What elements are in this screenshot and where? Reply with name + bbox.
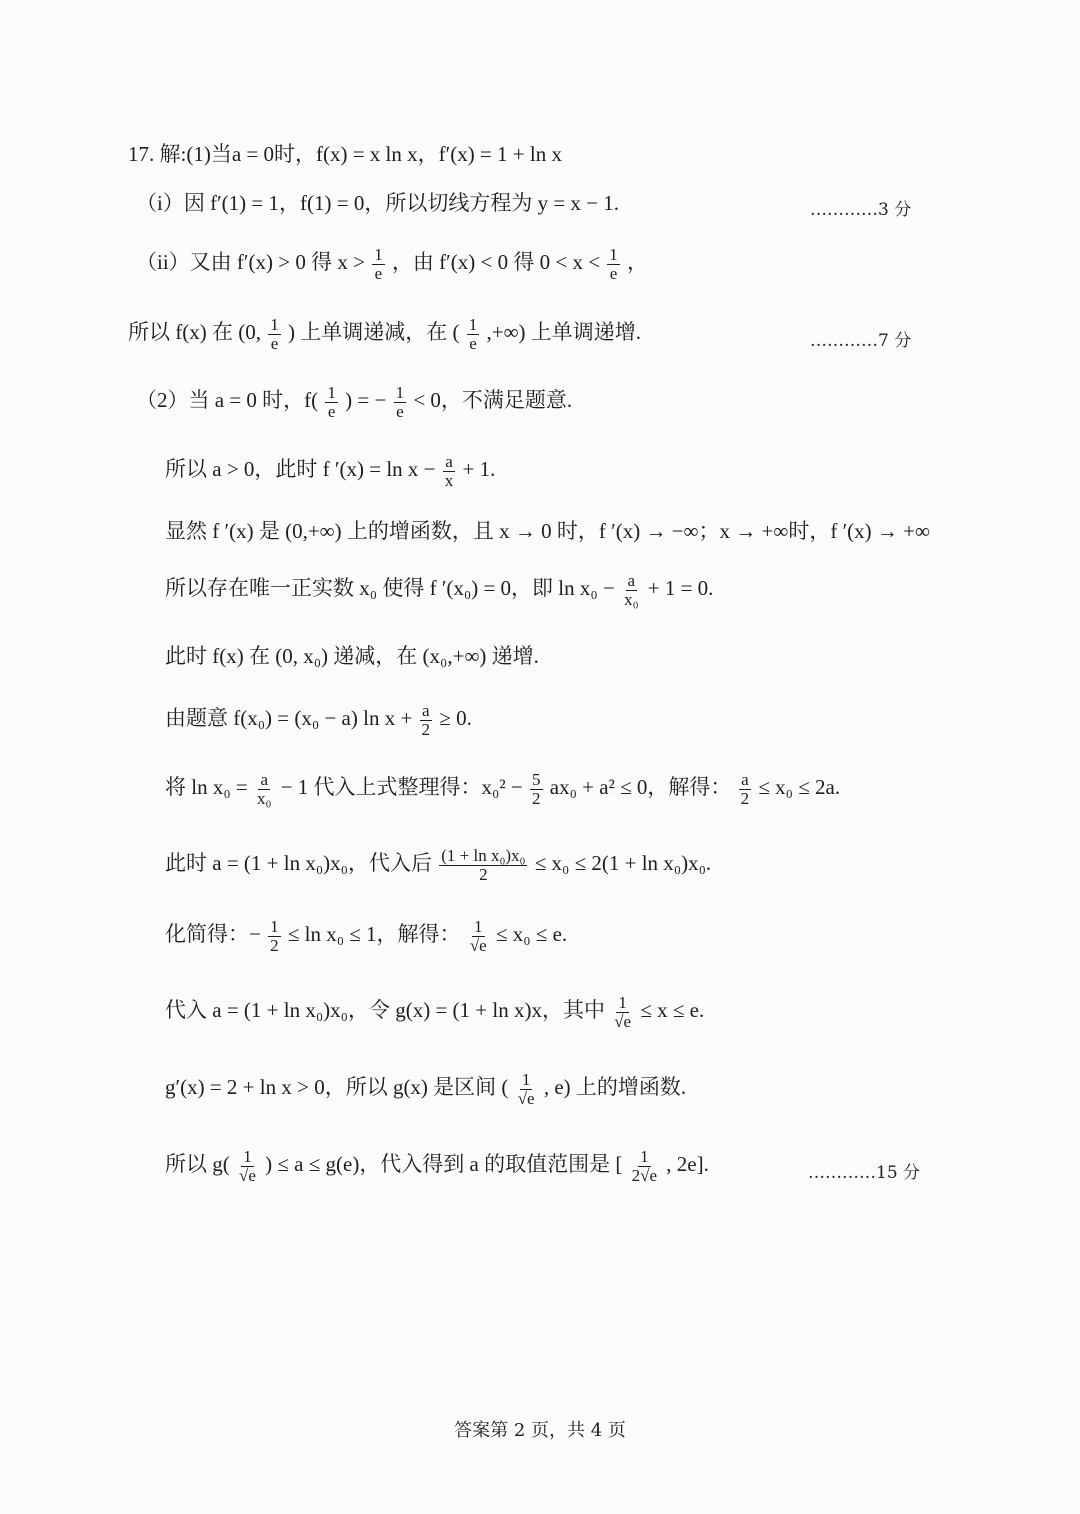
text-segment: − 1 代入上式整理得：x₀² − bbox=[280, 775, 523, 800]
denominator: 2√e bbox=[631, 1165, 658, 1185]
fraction bbox=[237, 1148, 258, 1185]
fraction bbox=[630, 1148, 659, 1185]
text-segment: g′(x) = 2 + ln x > 0，所以 g(x) 是区间 ( bbox=[165, 1075, 509, 1100]
denominator: x bbox=[444, 470, 454, 490]
substitution-step bbox=[165, 771, 840, 808]
fraction bbox=[516, 1071, 537, 1108]
text-segment: ) = − bbox=[345, 388, 387, 413]
text-segment: ≤ ln x₀ ≤ 1，解得： bbox=[287, 922, 461, 947]
numerator: 1 bbox=[243, 1147, 252, 1166]
numerator: a bbox=[741, 770, 749, 789]
denominator: 2 bbox=[270, 935, 279, 955]
numerator: 1 bbox=[640, 1147, 649, 1166]
derivative-expression bbox=[165, 453, 495, 490]
a-expression bbox=[165, 847, 711, 884]
text-segment: , e) 上的增函数. bbox=[543, 1075, 687, 1100]
denominator: e bbox=[327, 401, 336, 421]
denominator: √e bbox=[239, 1165, 256, 1185]
denominator: e bbox=[374, 263, 383, 283]
monotonic-condition bbox=[136, 246, 648, 283]
fraction bbox=[468, 918, 489, 955]
numerator: 1 bbox=[270, 917, 279, 936]
numerator: a bbox=[260, 770, 268, 789]
denominator: 2 bbox=[421, 719, 431, 739]
numerator: a bbox=[445, 452, 453, 471]
denominator: e bbox=[469, 333, 477, 353]
numerator: 1 bbox=[474, 917, 483, 936]
numerator: 1 bbox=[327, 383, 336, 402]
numerator: 1 bbox=[468, 315, 478, 334]
fraction bbox=[530, 771, 543, 808]
denominator: 2 bbox=[740, 788, 750, 808]
final-range bbox=[165, 1148, 709, 1185]
text-segment: + 1. bbox=[462, 457, 496, 482]
text-segment: ， bbox=[627, 250, 649, 275]
text-segment: 将 ln x₀ = bbox=[165, 775, 248, 800]
text-segment: ≤ x₀ ≤ 2(1 + ln x₀)x₀. bbox=[534, 851, 712, 876]
text-segment: ≤ x₀ ≤ 2a. bbox=[758, 775, 841, 800]
denominator: x₀ bbox=[257, 788, 272, 808]
fraction bbox=[268, 316, 281, 353]
fraction bbox=[255, 771, 273, 808]
text-segment: 所以存在唯一正实数 x₀ 使得 f ′(x₀) = 0，即 ln x₀ − bbox=[165, 576, 615, 601]
solution-heading: 17. 解:(1)当a = 0时，f(x) = x ln x，f′(x) = 1 + ln x bbox=[128, 142, 562, 166]
denominator: x₀ bbox=[624, 589, 639, 609]
text-segment: 所以 g( bbox=[165, 1152, 230, 1177]
fraction bbox=[612, 994, 633, 1031]
text-segment: 由题意 f(x₀) = (x₀ − a) ln x + bbox=[165, 706, 413, 731]
fraction bbox=[268, 918, 281, 955]
part2-case bbox=[136, 384, 572, 421]
fraction bbox=[325, 384, 338, 421]
fraction bbox=[607, 246, 620, 283]
fraction bbox=[420, 702, 433, 739]
denominator: √e bbox=[614, 1011, 632, 1031]
text-segment: ≤ x₀ ≤ e. bbox=[495, 922, 568, 947]
text-segment: （ii）又由 f′(x) > 0 得 x > bbox=[136, 250, 365, 275]
denominator: e bbox=[270, 333, 279, 353]
numerator: 1 bbox=[521, 1070, 531, 1089]
fraction bbox=[372, 246, 385, 283]
numerator: (1 + ln x₀)x₀ bbox=[441, 846, 526, 865]
text-segment: 所以 a > 0，此时 f ′(x) = ln x − bbox=[165, 457, 436, 482]
score-3: …………3 分 bbox=[810, 200, 912, 220]
condition-fx0 bbox=[165, 702, 472, 739]
fraction bbox=[439, 847, 527, 884]
text-segment: ,+∞) 上单调递增. bbox=[486, 320, 642, 345]
g-increasing bbox=[165, 1071, 686, 1108]
text-segment: 所以 f(x) 在 (0, bbox=[128, 320, 261, 345]
text-segment: , 2e]. bbox=[666, 1152, 709, 1177]
unique-root bbox=[165, 572, 713, 609]
score-7: …………7 分 bbox=[810, 331, 912, 351]
fraction bbox=[467, 316, 480, 353]
text-segment: 此时 a = (1 + ln x₀)x₀，代入后 bbox=[165, 851, 432, 876]
monotonic-conclusion bbox=[128, 316, 641, 353]
page-footer: 答案第 2 页，共 4 页 bbox=[454, 1420, 626, 1441]
text-segment: ≤ x ≤ e. bbox=[640, 998, 705, 1023]
text-segment: < 0，不满足题意. bbox=[413, 388, 573, 413]
fraction bbox=[622, 572, 640, 609]
numerator: 1 bbox=[395, 383, 405, 402]
text-segment: ) 上单调递减，在 ( bbox=[287, 320, 460, 345]
text-segment: ) ≤ a ≤ g(e)，代入得到 a 的取值范围是 [ bbox=[265, 1152, 623, 1177]
define-g bbox=[165, 994, 704, 1031]
fraction bbox=[443, 453, 456, 490]
score-15: …………15 分 bbox=[808, 1163, 921, 1183]
text-segment: ≥ 0. bbox=[439, 706, 472, 731]
denominator: √e bbox=[517, 1088, 535, 1108]
denominator: 2 bbox=[532, 788, 541, 808]
tangent-line-step: （i）因 f′(1) = 1，f(1) = 0，所以切线方程为 y = x − 1. bbox=[136, 191, 620, 215]
numerator: 1 bbox=[609, 245, 618, 264]
text-segment: 化简得：− bbox=[165, 922, 261, 947]
numerator: 1 bbox=[270, 315, 279, 334]
increasing-derivative: 显然 f ′(x) 是 (0,+∞) 上的增函数，且 x → 0 时，f ′(x) → −∞；x → +∞时，f ′(x) → +∞ bbox=[165, 519, 930, 543]
numerator: 5 bbox=[532, 770, 541, 789]
simplify-step bbox=[165, 918, 567, 955]
text-segment: + 1 = 0. bbox=[647, 576, 714, 601]
text-segment: 代入 a = (1 + ln x₀)x₀，令 g(x) = (1 + ln x)x，其中 bbox=[165, 998, 605, 1023]
numerator: a bbox=[627, 571, 636, 590]
denominator: 2 bbox=[479, 864, 488, 884]
monotonic-x0: 此时 f(x) 在 (0, x₀) 递减，在 (x₀,+∞) 递增. bbox=[165, 644, 539, 668]
denominator: e bbox=[396, 401, 404, 421]
numerator: 1 bbox=[374, 245, 383, 264]
fraction bbox=[394, 384, 407, 421]
fraction bbox=[739, 771, 752, 808]
numerator: a bbox=[422, 701, 430, 720]
denominator: √e bbox=[469, 935, 487, 955]
text-segment: （2）当 a = 0 时，f( bbox=[136, 388, 319, 413]
numerator: 1 bbox=[618, 993, 627, 1012]
text-segment: ，由 f′(x) < 0 得 0 < x < bbox=[391, 250, 601, 275]
text-segment: ax₀ + a² ≤ 0，解得： bbox=[549, 775, 732, 800]
denominator: e bbox=[609, 263, 618, 283]
